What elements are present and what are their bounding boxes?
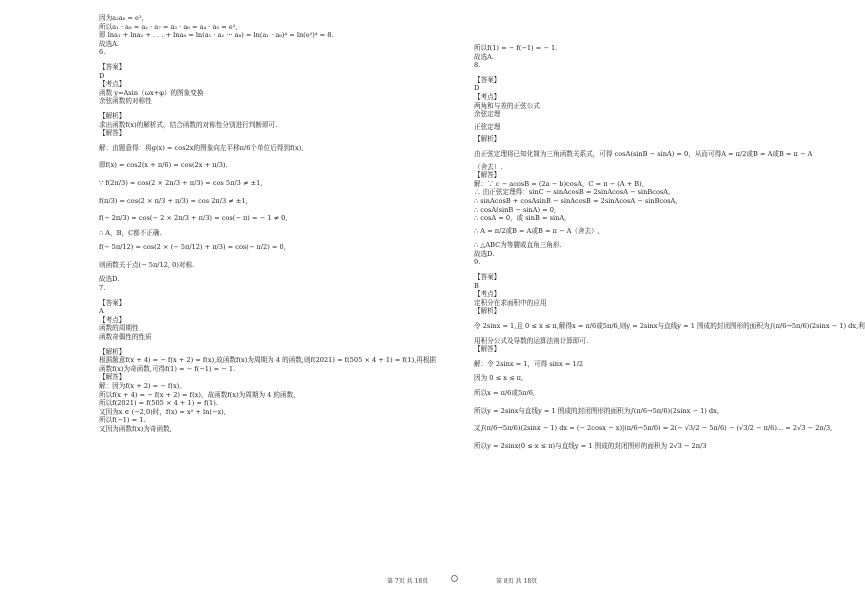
text-line: 所以f(−1) = 1. (99, 416, 146, 425)
topic-item: 余弦定理 (474, 110, 501, 119)
formula-line: 所以y = 2sinx(0 ≤ x ≤ π)与直线y = 1 围成的封闭图形的面积为 2√3 − 2π/3 (474, 441, 707, 450)
text-line: （舍去）. (474, 162, 503, 171)
left-page-footer: 第 7页 共 18页 (387, 578, 429, 585)
answer-heading: 【答案】 (99, 62, 126, 71)
topic-item: 两角和与差的正弦公式 (474, 101, 540, 110)
text-line: 故选D. (474, 249, 495, 258)
analysis-heading: 【解析】 (474, 135, 501, 144)
text-line: 所以f(1) = − f(−1) = − 1. (474, 44, 558, 52)
question-number: 8. (474, 61, 481, 70)
text-line: 因为a₃a₆ = e², (99, 14, 144, 22)
question-number: 6. (99, 48, 106, 57)
answer-value: A (99, 307, 104, 316)
formula-line: 所以y = 2sinx与直线y = 1 围成的封闭图形的面积为∫(π/6→5π/6)(2sinx − 1) dx, (474, 406, 719, 415)
topic-item: 函数 y=Asin（ωx+φ）的图象变换 (99, 88, 204, 97)
text-line: 则函数关于点(− 5π/12, 0)对称. (99, 260, 195, 269)
text-line: 所以f(2021) = f(505 × 4 + 1) = f(1). (99, 399, 218, 408)
text-line: 由正弦定理将已知化简为三角函数关系式，可得 cosA(sinB − sinA) = 0，从而可得A = π/2或B = A或B = π − A (474, 149, 813, 158)
solution-heading: 【解答】 (99, 129, 126, 138)
text-line: 函数f(x)为奇函数,可得f(1) = − f(−1) = − 1. (99, 364, 236, 373)
text-line: 根据题意f(x + 4) = − f(x + 2) = f(x),故函数f(x)为周期为 4 的函数,则f(2021) = f(505 × 4 + 1) = f(1),再根据 (99, 356, 437, 365)
question-number: 7. (99, 284, 106, 293)
topic-item: 函数奇偶性的性质 (99, 333, 152, 342)
text-line: 故选D. (99, 275, 120, 284)
formula-line: 又∫(π/6→5π/6)(2sinx − 1) dx = (− 2cosx − x)|(π/6→5π/6) = 2(− √3/2 − 5π/6) − (√3/2 − π/6)... = 2√3 − 2π/3, (474, 424, 833, 433)
analysis-heading: 【解析】 (99, 111, 126, 120)
solution-heading: 【解答】 (474, 171, 501, 180)
text-line: ∴ A = π/2或B = A或B = π − A（舍去）, (474, 226, 600, 235)
topic-item: 余弦函数的对称性 (99, 97, 152, 106)
topic-item: 正弦定理 (474, 122, 501, 131)
analysis-heading: 【解析】 (99, 347, 126, 356)
answer-value: D (474, 84, 480, 93)
text-line: ∴ 由正弦定理得：sinC − sinAcosB = 2sinAcosA − sinBcosA, (474, 188, 671, 197)
topic-heading: 【考点】 (99, 315, 126, 324)
answer-value: B (474, 281, 479, 290)
text-line: 故选A. (99, 39, 120, 48)
binding-circle-icon (451, 575, 458, 582)
answer-value: D (99, 71, 105, 80)
text-line: 因为 0 ≤ x ≤ π, (474, 374, 524, 383)
text-line: 又因为x ∈ (−2,0)时，f(x) = x² + ln(−x), (99, 407, 226, 416)
answer-heading: 【答案】 (99, 298, 126, 307)
formula-line: f(− 5π/12) = cos(2 × (− 5π/12) + π/3) = cos(− π/2) = 0, (99, 243, 286, 252)
formula-line: 所以x = π/6或5π/6, (474, 389, 536, 397)
text-line: 解：∵ c − acosB = (2a − b)cosA，C = π − (A + B), (474, 179, 644, 188)
topic-heading: 【考点】 (474, 92, 501, 101)
topic-item: 定积分在求面积中的应用 (474, 298, 547, 307)
solution-heading: 【解答】 (474, 345, 501, 354)
text-line: 用积分公式及导数的运算法则计算即可. (474, 336, 589, 345)
text-line: 故选A. (474, 52, 495, 61)
text-line: 令 2sinx = 1,且 0 ≤ x ≤ π,解得x = π/6或5π/6,则y = 2sinx与直线y = 1 围成的封闭图形的面积为∫(π/6→5π/6)(2sinx − 1) dx,利 (474, 322, 865, 331)
text-line: ∴ A，B，C都不正确. (99, 228, 162, 237)
text-line: 解：因为f(x + 2) = − f(x), (99, 382, 182, 390)
formula-line: 即f(x) = cos2(x + π/6) = cos(2x + π/3). (99, 161, 228, 170)
formula-line: f(− 2π/3) = cos(− 2 × 2π/3 + π/3) = cos(− π) = − 1 ≠ 0, (99, 214, 288, 223)
topic-heading: 【考点】 (99, 80, 126, 89)
right-page-content (474, 44, 865, 450)
text-line: ∴ △ABC为等腰或直角三角形. (474, 241, 562, 250)
right-page-footer: 第 8页 共 18页 (496, 578, 538, 585)
solution-heading: 【解答】 (99, 373, 126, 382)
formula-line: ∵ f(2π/3) = cos(2 × 2π/3 + π/3) = cos 5π/3 ≠ ±1, (99, 178, 263, 187)
text-line: 解：令 2sinx = 1，可得 sinx = 1/2 (474, 359, 584, 368)
analysis-heading: 【解析】 (474, 307, 501, 316)
text-line: 所以a₁ · a₈ = a₂ · a₇ = a₃ · a₆ = a₄ · a₅ = e², (99, 22, 238, 31)
topic-item: 函数的周期性 (99, 324, 139, 333)
text-line: 又因为函数f(x)为奇函数, (99, 424, 172, 433)
text-line: 所以f(x + 4) = − f(x + 2) = f(x)，故函数f(x)为周期为 4 的函数, (99, 390, 296, 399)
text-line: 即 lna₁ + lna₂ + . . . + lna₈ = ln(a₁ · a₂ ··· a₈) = ln(a₁ · a₈)⁴ = ln(e²)⁴ = 8. (99, 31, 334, 40)
answer-heading: 【答案】 (474, 273, 501, 282)
text-line: 求出函数f(x)的解析式，结合函数的对称性分别进行判断即可. (99, 120, 278, 129)
question-number: 9. (474, 258, 481, 267)
text-line: ∴ sinAcosB + cosAsinB − sinAcosB = 2sinAcosA − sinBcosA, (474, 196, 678, 205)
left-page-content (99, 14, 437, 434)
topic-heading: 【考点】 (474, 290, 501, 299)
text-line: ∴ cosA(sinB − sinA) = 0, (474, 205, 557, 214)
formula-line: f(π/3) = cos(2 × π/3 + π/3) = cos 2π/3 ≠ ±1, (99, 196, 248, 205)
text-line: ∴ cosA = 0，或 sinB = sinA, (474, 214, 567, 223)
answer-heading: 【答案】 (474, 75, 501, 84)
text-line: 解：由题意得：将g(x) = cos2x的图象向左平移π/6个单位后得到f(x), (99, 143, 304, 152)
